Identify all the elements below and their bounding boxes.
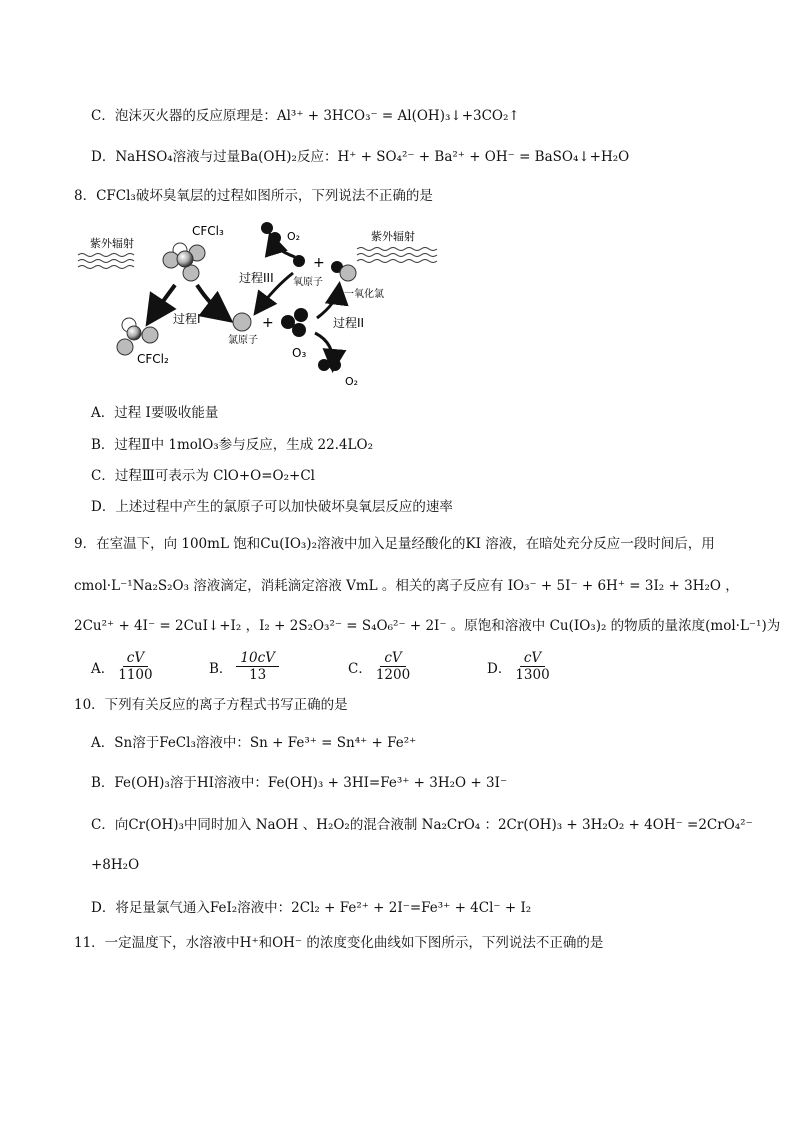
cl-atom-label: 氯原子: [228, 335, 258, 346]
q7-option-d-label: D．NaHSO₄溶液与过量Ba(OH)₂反应：: [91, 149, 338, 165]
clo-label: 一氧化氯: [344, 289, 384, 300]
q9-option-d: [487, 650, 550, 683]
q9-line-1: 9．在室温下，向 100mL 饱和Cu(IO₃)₂溶液中加入足量经酸化的KI 溶液，在暗处充分反应一段时间后，用: [74, 536, 715, 552]
process1-label: 过程I: [173, 312, 201, 326]
q9-option-b-fraction: [236, 650, 279, 683]
q9-option-d-fraction: [515, 650, 549, 683]
o-atom-label: 氧原子: [293, 277, 323, 288]
uv-left-label: 紫外辐射: [90, 237, 134, 250]
q7-option-c: [91, 106, 520, 126]
plus-sign-2: +: [313, 255, 325, 271]
q10-option-a: A．Sn溶于FeCl₃溶液中：Sn + Fe³⁺ = Sn⁴⁺ + Fe²⁺: [91, 735, 417, 751]
cfcl2-molecule: [117, 318, 158, 355]
fraction-numerator: cV: [520, 650, 545, 667]
cfcl3-label: CFCl₃: [192, 224, 224, 238]
q9-option-c-label: C．: [348, 660, 372, 677]
o3-molecule: [281, 308, 308, 337]
plus-sign-1: +: [262, 315, 274, 331]
uv-right-label: 紫外辐射: [371, 230, 415, 243]
arrow-to-cl-atom: [197, 285, 227, 318]
cfcl3-molecule: [163, 243, 205, 281]
ozone-depletion-diagram: [75, 215, 495, 390]
q9-line-2: cmol·L⁻¹Na₂S₂O₃ 溶液滴定，消耗滴定溶液 VmL 。相关的离子反应有 IO₃⁻ + 5I⁻ + 6H⁺ = 3I₂ + 3H₂O ，: [74, 578, 739, 594]
uv-right-wave-icon: [357, 248, 437, 263]
fraction-numerator: cV: [123, 650, 148, 667]
process3-label: 过程III: [239, 271, 274, 285]
q10-option-d: D．将足量氯气通入FeI₂溶液中：2Cl₂ + Fe²⁺ + 2I⁻=Fe³⁺ + 4Cl⁻ + I₂: [91, 900, 532, 916]
clo-molecule: [331, 261, 356, 281]
o2-bottom-molecule: [318, 359, 341, 371]
q8-option-c: C．过程Ⅲ可表示为 ClO+O=O₂+Cl: [91, 468, 315, 484]
q10-option-c-continuation: +8H₂O: [91, 857, 140, 873]
q9-line-3: 2Cu²⁺ + 4I⁻ = 2CuI↓+I₂ ，I₂ + 2S₂O₃²⁻ = S₄O₆²⁻ + 2I⁻ 。原饱和溶液中 Cu(IO₃)₂ 的物质的量浓度(mol·L⁻¹)为: [74, 618, 781, 634]
q10-stem: 10．下列有关反应的离子方程式书写正确的是: [74, 697, 348, 713]
q9-option-a: [91, 650, 153, 683]
q8-stem: 8．CFCl₃破坏臭氧层的过程如图所示，下列说法不正确的是: [74, 188, 433, 204]
cfcl2-label: CFCl₂: [137, 352, 169, 366]
cl-atom: [233, 313, 251, 331]
q11-stem: 11．一定温度下，水溶液中H⁺和OH⁻ 的浓度变化曲线如下图所示，下列说法不正确的是: [74, 935, 604, 951]
q9-option-c-fraction: [376, 650, 410, 683]
q8-option-b: B．过程Ⅱ中 1molO₃参与反应，生成 22.4LO₂: [91, 437, 373, 453]
q9-option-b-label: B．: [209, 660, 233, 677]
o2-top-molecule: [261, 222, 281, 244]
o3-label: O₃: [292, 346, 307, 360]
q9-option-a-label: A．: [91, 660, 115, 677]
q8-option-a: A．过程 I要吸收能量: [91, 405, 219, 421]
arrow-process2: [317, 287, 339, 318]
process2-label: 过程II: [333, 316, 365, 330]
fraction-numerator: 10cV: [236, 650, 279, 667]
q9-option-d-label: D．: [487, 660, 512, 677]
fraction-denominator: 1300: [515, 667, 550, 683]
q10-option-b: B．Fe(OH)₃溶于HI溶液中：Fe(OH)₃ + 3HI=Fe³⁺ + 3H₂O + 3I⁻: [91, 775, 508, 791]
q7-option-c-label: C．泡沫灭火器的反应原理是：: [91, 108, 277, 124]
q7-option-c-equation: Al³⁺ + 3HCO₃⁻ = Al(OH)₃↓+3CO₂↑: [276, 108, 520, 124]
q9-option-c: [348, 650, 410, 683]
o2-top-label: O₂: [287, 230, 301, 243]
fraction-numerator: cV: [380, 650, 405, 667]
q9-option-a-fraction: [118, 650, 152, 683]
fraction-denominator: 1200: [375, 667, 411, 683]
q8-option-d: D．上述过程中产生的氯原子可以加快破坏臭氧层反应的速率: [91, 499, 453, 515]
q7-option-d: [91, 147, 629, 167]
q10-option-c: C．向Cr(OH)₃中同时加入 NaOH 、H₂O₂的混合液制 Na₂CrO₄ ：2Cr(OH)₃ + 3H₂O₂ + 4OH⁻ =2CrO₄²⁻: [91, 817, 753, 833]
fraction-denominator: 1100: [118, 667, 153, 683]
fraction-denominator: 13: [249, 667, 267, 683]
arrow-to-cfcl2: [150, 285, 175, 320]
q7-option-d-equation: H⁺ + SO₄²⁻ + Ba²⁺ + OH⁻ = BaSO₄↓+H₂O: [337, 149, 630, 165]
uv-left-wave-icon: [78, 254, 134, 269]
q9-option-b: [209, 650, 279, 683]
o2-bottom-label: O₂: [345, 375, 359, 388]
